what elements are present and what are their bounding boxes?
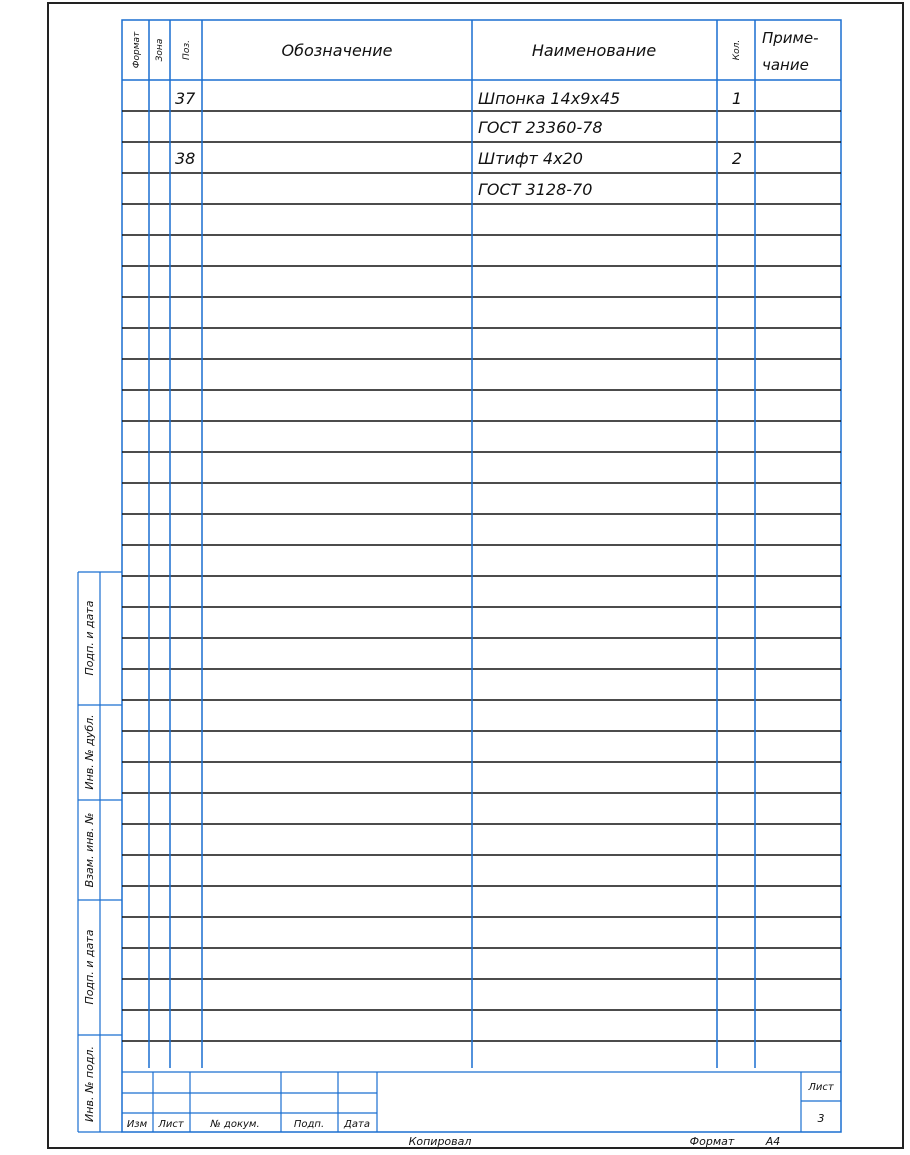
header-qty: Кол. bbox=[732, 39, 742, 61]
table-header bbox=[132, 29, 819, 74]
side-label-inv-podl: Инв. № подл. bbox=[83, 1046, 96, 1122]
side-label-inv-dubl: Инв. № дубл. bbox=[83, 714, 96, 790]
footer-format-value: А4 bbox=[765, 1135, 781, 1148]
footer-format-label: Формат bbox=[689, 1135, 735, 1148]
row-name: Шпонка 14х9х45 bbox=[478, 89, 621, 108]
table-row bbox=[478, 180, 592, 199]
title-block-labels bbox=[127, 1082, 835, 1130]
row-name: Штифт 4х20 bbox=[478, 149, 583, 168]
row-pos: 37 bbox=[175, 89, 196, 108]
row-qty: 2 bbox=[731, 149, 743, 168]
table-row bbox=[478, 118, 603, 137]
header-note-line1: Приме- bbox=[762, 29, 819, 47]
side-label-sign-date-2: Подп. и дата bbox=[83, 929, 96, 1005]
footer bbox=[409, 1135, 781, 1148]
table-column-lines bbox=[149, 20, 755, 1068]
tb-label-list: Лист bbox=[158, 1119, 184, 1130]
tb-sheet-label: Лист bbox=[808, 1082, 834, 1093]
header-note-line2: чание bbox=[762, 56, 809, 74]
table-row-lines bbox=[122, 80, 841, 1041]
tb-label-sign: Подп. bbox=[293, 1119, 325, 1130]
row-name: ГОСТ 23360-78 bbox=[478, 118, 603, 137]
table-row bbox=[175, 89, 742, 108]
tb-label-izm: Изм bbox=[126, 1119, 148, 1130]
row-qty: 1 bbox=[731, 89, 743, 108]
row-pos: 38 bbox=[175, 149, 196, 168]
row-name: ГОСТ 3128-70 bbox=[478, 180, 593, 199]
header-name: Наименование bbox=[531, 41, 657, 60]
table-row bbox=[175, 149, 742, 168]
footer-copied: Копировал bbox=[408, 1135, 472, 1148]
header-zone: Зона bbox=[155, 38, 165, 62]
side-label-sign-date-1: Подп. и дата bbox=[83, 600, 96, 676]
side-stamp-labels bbox=[83, 600, 96, 1122]
header-format: Формат bbox=[132, 31, 142, 69]
tb-sheet-number: 3 bbox=[817, 1112, 825, 1125]
tb-label-date: Дата bbox=[344, 1119, 370, 1130]
header-pos: Поз. bbox=[182, 40, 192, 60]
side-label-vzam-inv: Взам. инв. № bbox=[83, 812, 96, 888]
header-designation: Обозначение bbox=[281, 41, 393, 60]
table-data bbox=[175, 89, 742, 199]
tb-label-doc-no: № докум. bbox=[210, 1119, 260, 1130]
